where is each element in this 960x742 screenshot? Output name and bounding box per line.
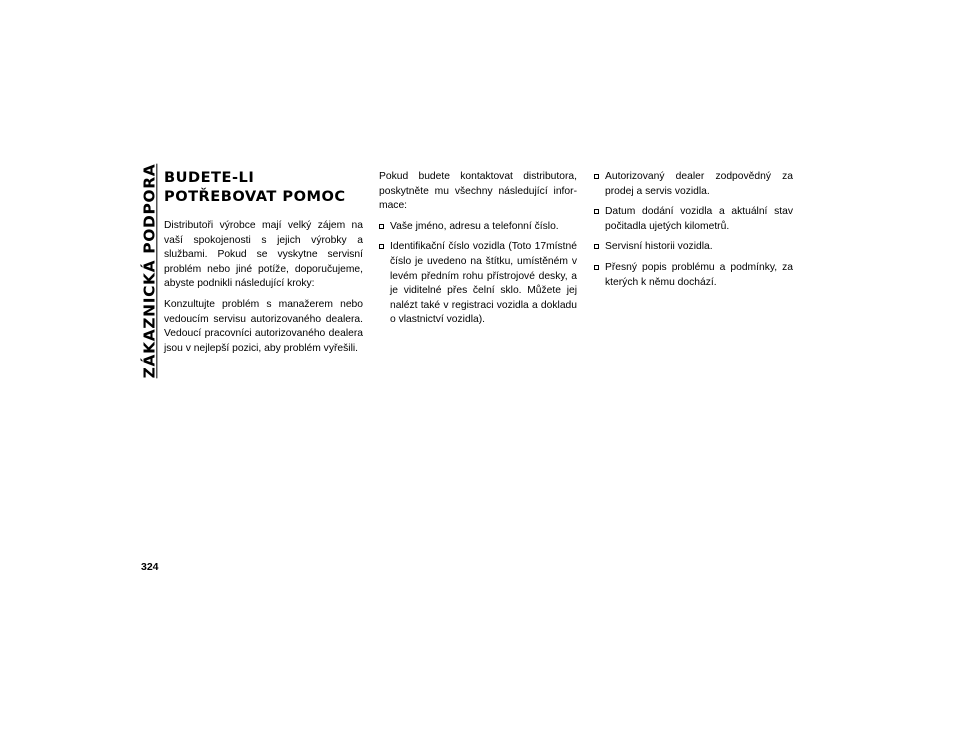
- chapter-title: ZÁKAZNICKÁ PODPORA: [140, 163, 159, 379]
- column-3: [594, 170, 793, 296]
- chapter-side-label: [134, 165, 164, 377]
- column-1: [164, 168, 363, 362]
- list-item: [594, 240, 793, 255]
- list-item: [594, 170, 793, 199]
- column-2: [379, 170, 577, 334]
- checkbox-square-icon: [594, 174, 599, 179]
- list-item: [379, 220, 577, 235]
- list-item: [379, 240, 577, 328]
- list-item: [594, 205, 793, 234]
- checkbox-square-icon: [379, 224, 384, 229]
- list-item-text: Autorizovaný dealer zodpovědný za prodej a servis vozidla.: [605, 171, 793, 197]
- checkbox-square-icon: [379, 244, 384, 249]
- paragraph-contact: Pokud budete kontaktovat distributora, poskytněte mu všechny následující infor-mace:: [379, 171, 577, 212]
- checkbox-square-icon: [594, 265, 599, 270]
- list-item-text: Identifikační číslo vozidla (Toto 17místné číslo je uvedeno na štítku, umístěném v levém předním rohu přístrojové desky, a je viditelné přes čelní sklo. Můžete jej nalézt také v registraci vozidla a dokladu o vlastnictví vozidla).: [390, 241, 577, 326]
- paragraph-consult: Konzultujte problém s manažerem nebo vedoucím servisu autorizovaného dealera. Vedoucí pracovníci autorizovaného dealera jsou v nejlepší pozici, aby problém vyřešili.: [164, 298, 363, 354]
- list-item: [594, 261, 793, 290]
- checkbox-square-icon: [594, 244, 599, 249]
- list-item-text: Servisní historii vozidla.: [605, 241, 713, 253]
- paragraph-intro: Distributoři výrobce mají velký zájem na vaší spokojenosti s jejich výrobky a službami. Pokud se vyskytne servisní problém nebo jiné potíže, doporučujeme, abyste podnikli následující kroky:: [164, 220, 363, 290]
- list-item-text: Přesný popis problému a podmínky, za kterých k němu dochází.: [605, 261, 793, 288]
- checkbox-square-icon: [594, 209, 599, 214]
- section-heading: BUDETE-LI POTŘEBOVAT POMOC: [164, 169, 346, 205]
- info-list-2: [594, 170, 793, 290]
- list-item-text: Vaše jméno, adresu a telefonní číslo.: [390, 220, 559, 232]
- info-list-1: [379, 220, 577, 328]
- list-item-text: Datum dodání vozidla a aktuální stav počitadla ujetých kilometrů.: [605, 206, 793, 232]
- page-number: 324: [141, 561, 159, 573]
